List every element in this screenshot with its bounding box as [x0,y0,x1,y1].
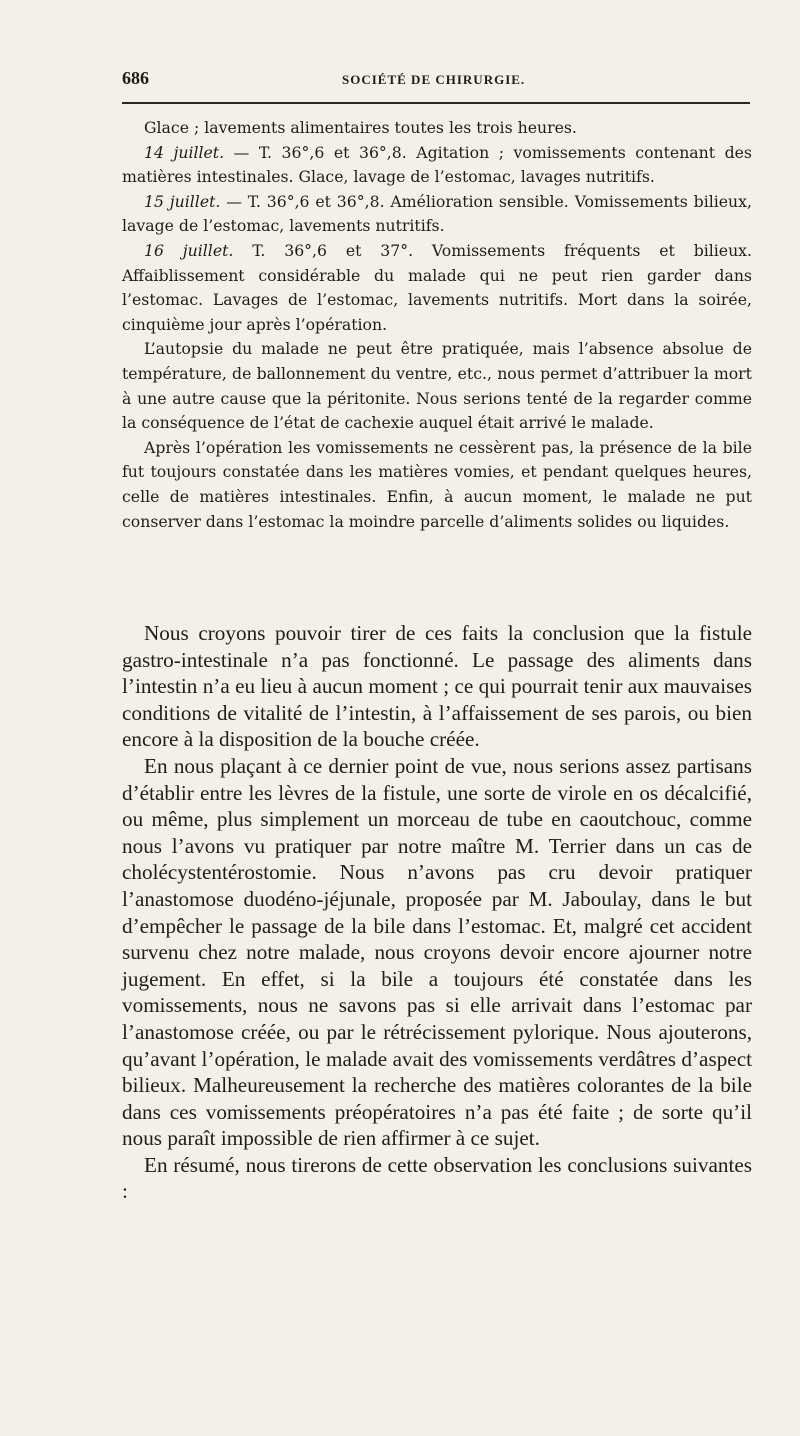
observation-text: Après l’opération les vomissements ne cessèrent pas, la présence de la bile fut toujours constatée dans les matières vomies, et pendant quelques heures, celle de matières intestinales. Enfin, à aucun moment, le malade ne put conserver dans l’estomac la moindre parcelle d’aliments solides ou liquides. [122,437,752,531]
discussion-paragraph: Nous croyons pouvoir tirer de ces faits la conclusion que la fistule gastro-intestinale n’a pas fonctionné. Le passage des aliments dans l’intestin n’a eu lieu à aucun moment ; ce qui pourrait tenir aux mauvaises conditions de vitalité de l’intestin, à l’affaissement de ses parois, ou bien encore à la disposition de la bouche créée. [122,621,752,752]
observation-text: — T. 36°,6 et 36°,8. Amélioration sensible. Vomissements bilieux, lavage de l’estomac, lavements nutritifs. [122,191,752,236]
discussion [122,620,752,1205]
observation-notes [122,116,752,534]
running-title: SOCIÉTÉ DE CHIRURGIE. [342,72,526,87]
observation-paragraph [122,141,752,190]
observation-paragraph [122,190,752,239]
observation-paragraph [122,436,752,534]
header-rule [122,102,750,104]
observation-paragraph [122,337,752,435]
observation-paragraph [122,239,752,337]
page-header [122,68,750,98]
observation-date: 14 juillet. [144,142,225,162]
observation-text: — T. 36°,6 et 36°,8. Agitation ; vomissements contenant des matières intestinales. Glace, lavage de l’estomac, lavages nutritifs. [122,142,752,187]
observation-text: T. 36°,6 et 37°. Vomissements fréquents et bilieux. Affaiblissement considérable du malade qui ne peut rien garder dans l’estomac. Lavages de l’estomac, lavements nutritifs. Mort dans la soirée, cinquième jour après l’opération. [122,240,753,334]
observation-text: Glace ; lavements alimentaires toutes les trois heures. [144,118,577,137]
observation-date: 16 juillet. [144,240,234,260]
observation-date: 15 juillet. [144,191,221,211]
observation-text: L’autopsie du malade ne peut être pratiquée, mais l’absence absolue de température, de ballonnement du ventre, etc., nous permet d’attribuer la mort à une autre cause que la péritonite. Nous serions tenté de la regarder comme la conséquence de l’état de cachexie auquel était arrivé le malade. [122,339,752,433]
observation-paragraph [122,116,752,141]
discussion-paragraph: En résumé, nous tirerons de cette observation les conclusions suivantes : [122,1152,752,1204]
discussion-paragraph: En nous plaçant à ce dernier point de vue, nous serions assez partisans d’établir entre les lèvres de la fistule, une sorte de virole en os décalcifié, ou même, plus simplement un morceau de tube en caoutchouc, comme nous l’avons vu pratiquer par notre maître M. Terrier dans un cas de cholécystentérostomie. Nous n’avons pas cru devoir pratiquer l’anastomose duodéno-jéjunale, proposée par M. Jaboulay, dans le but d’empêcher le passage de la bile dans l’estomac. Et, malgré cet accident survenu chez notre malade, nous croyons devoir encore ajourner notre jugement. En effet, si la bile a toujours été constatée dans les vomissements, nous ne savons pas si elle arrivait dans l’estomac par l’anastomose créée, ou par le rétrécissement pylorique. Nous ajouterons, qu’avant l’opération, le malade avait des vomissements verdâtres d’aspect bilieux. Malheureusement la recherche des matières colorantes de la bile dans ces vomissements préopératoires n’a pas été faite ; de sorte qu’il nous paraît impossible de rien affirmer à ce sujet. [122,753,752,1151]
page-number: 686 [122,68,149,88]
